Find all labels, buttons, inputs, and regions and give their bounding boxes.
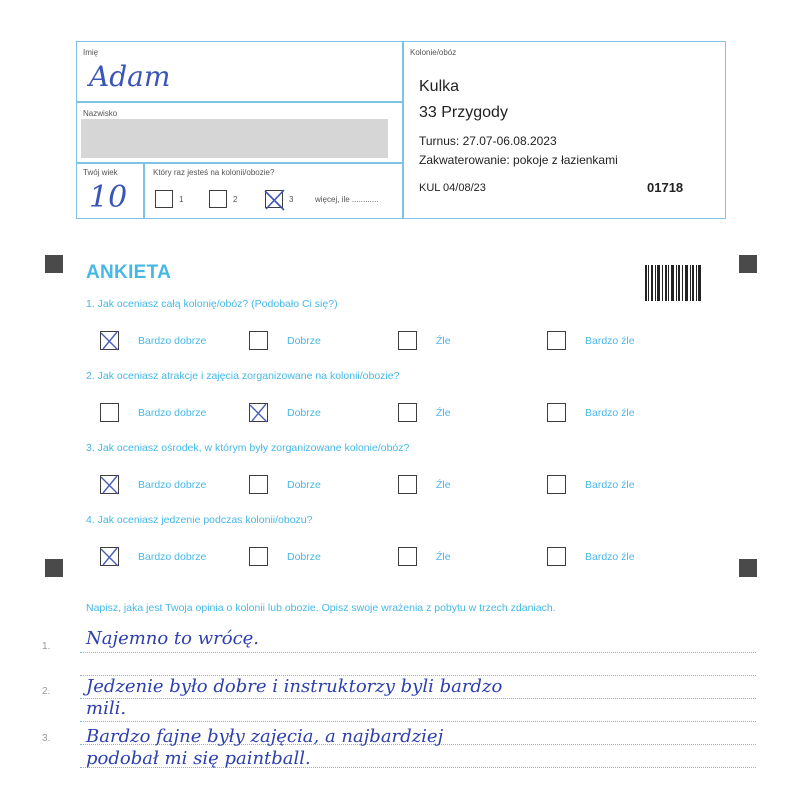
question-3-checkbox-4[interactable] [547,475,566,494]
question-3-option-3-label: Źle [436,479,451,491]
camp-label: Kolonie/obóz [410,48,457,57]
line-number-3: 3. [42,733,51,744]
times-option-2-label: 2 [233,195,238,204]
times-more-label: więcej, ile ............ [315,195,379,204]
question-1-text: 1. Jak oceniasz całą kolonię/obóz? (Podobało Ci się?) [86,298,338,310]
handwriting-line-2: Jedzenie było dobre i instruktorzy byli bardzo [86,676,503,697]
handwriting-line-2b: mili. [86,698,127,719]
handwriting-line-3: Bardzo fajne były zajęcia, a najbardziej [86,726,444,747]
camp-accommodation: Zakwaterowanie: pokoje z łazienkami [419,153,618,167]
question-1-option-3-label: Źle [436,335,451,347]
question-2-checkbox-1[interactable] [100,403,119,422]
check-mark-icon [98,473,122,497]
question-1-option-4-label: Bardzo źle [585,335,635,347]
first-name-value: Adam [89,60,171,93]
times-option-3-label: 3 [289,195,294,204]
question-2-option-3-label: Źle [436,407,451,419]
question-4-checkbox-1[interactable] [100,547,119,566]
header-divider-vertical [402,42,404,218]
times-checkbox-1[interactable] [155,190,173,208]
question-1-checkbox-4[interactable] [547,331,566,350]
writing-line-2 [80,698,756,699]
check-mark-icon [247,401,271,425]
question-4-text: 4. Jak oceniasz jedzenie podczas kolonii/obozu? [86,514,313,526]
header-box [76,41,726,219]
camp-name: Kulka [419,78,460,95]
writing-line-2b [80,721,756,722]
registration-mark-bottom-right [739,559,757,577]
question-4-checkbox-4[interactable] [547,547,566,566]
survey-title: ANKIETA [86,262,172,283]
age-value: 10 [89,180,128,215]
question-3-option-1-label: Bardzo dobrze [138,479,207,491]
registration-mark-bottom-left [45,559,63,577]
registration-mark-top-right [739,255,757,273]
question-2-checkbox-2[interactable] [249,403,268,422]
question-3-checkbox-3[interactable] [398,475,417,494]
question-4-option-2-label: Dobrze [287,551,321,563]
camp-ref: KUL 04/08/23 [419,182,486,194]
header-divider-2 [77,162,402,164]
opinion-prompt: Napisz, jaka jest Twoja opinia o kolonii lub obozie. Opisz swoje wrażenia z pobytu w trzech zdaniach. [86,602,556,614]
barcode-icon [645,265,701,301]
question-2-text: 2. Jak oceniasz atrakcje i zajęcia zorganizowane na kolonii/obozie? [86,370,400,382]
question-1-option-2-label: Dobrze [287,335,321,347]
header-divider-1 [77,101,402,103]
question-2-option-2-label: Dobrze [287,407,321,419]
question-1-checkbox-2[interactable] [249,331,268,350]
question-2-checkbox-3[interactable] [398,403,417,422]
question-3-text: 3. Jak oceniasz ośrodek, w którym były zorganizowane kolonie/obóz? [86,442,410,454]
question-3-option-4-label: Bardzo źle [585,479,635,491]
question-2-option-4-label: Bardzo źle [585,407,635,419]
question-4-checkbox-2[interactable] [249,547,268,566]
registration-mark-top-left [45,255,63,273]
times-option-1-label: 1 [179,195,184,204]
handwriting-line-1: Najemno to wrócę. [86,628,260,649]
times-label: Który raz jesteś na kolonii/obozie? [153,168,275,177]
question-4-option-1-label: Bardzo dobrze [138,551,207,563]
question-4-option-3-label: Źle [436,551,451,563]
age-label: Twój wiek [83,168,118,177]
last-name-redacted [81,119,388,158]
question-3-checkbox-2[interactable] [249,475,268,494]
header-divider-age [143,162,145,218]
first-name-label: Imię [83,48,99,57]
camp-turnus: Turnus: 27.07-06.08.2023 [419,134,557,148]
line-number-2: 2. [42,686,51,697]
camp-program: 33 Przygody [419,104,508,121]
handwriting-line-3b: podobał mi się paintball. [86,748,311,769]
line-number-1: 1. [42,641,51,652]
writing-line-1 [80,652,756,653]
question-4-checkbox-3[interactable] [398,547,417,566]
question-1-checkbox-1[interactable] [100,331,119,350]
form-number: 01718 [647,180,684,195]
times-checkbox-3[interactable] [265,190,283,208]
check-mark-icon [98,545,122,569]
question-2-checkbox-4[interactable] [547,403,566,422]
times-checkbox-2[interactable] [209,190,227,208]
question-1-option-1-label: Bardzo dobrze [138,335,207,347]
question-4-option-4-label: Bardzo źle [585,551,635,563]
last-name-label: Nazwisko [83,109,118,118]
check-mark-icon [263,188,287,212]
question-3-checkbox-1[interactable] [100,475,119,494]
question-1-checkbox-3[interactable] [398,331,417,350]
question-2-option-1-label: Bardzo dobrze [138,407,207,419]
question-3-option-2-label: Dobrze [287,479,321,491]
check-mark-icon [98,329,122,353]
